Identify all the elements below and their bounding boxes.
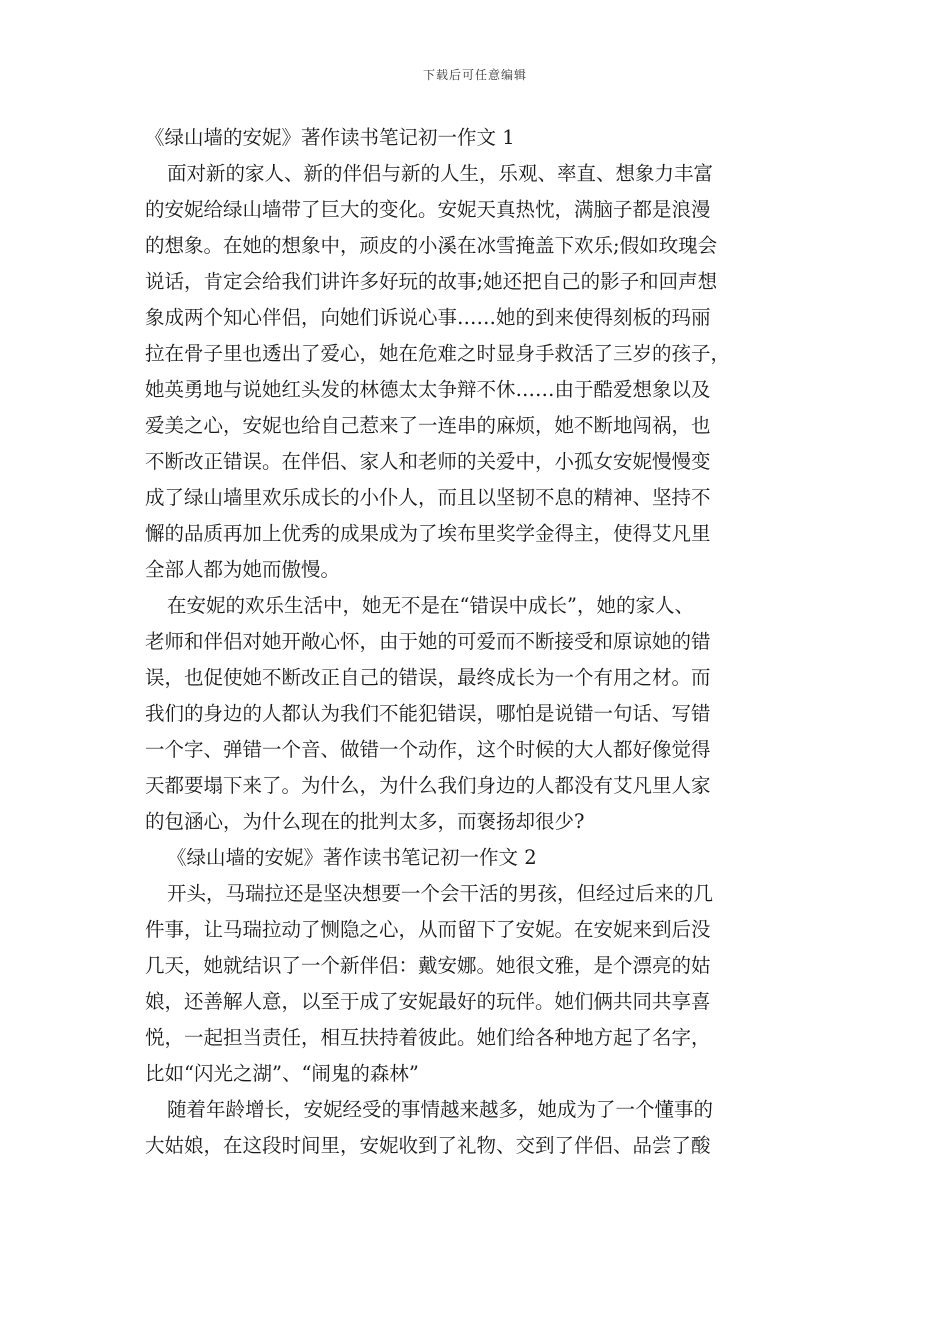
paragraph-line: 老师和伴侣对她开敞心怀，由于她的可爱而不断接受和原谅她的错: [145, 630, 711, 653]
page-header-note: 下载后可任意编辑: [422, 68, 527, 82]
paragraph-line: 悦，一起担当责任，相互扶持着彼此。她们给各种地方起了名字，: [145, 1026, 711, 1049]
paragraph-line: 我们的身边的人都认为我们不能犯错误，哪怕是说错一句话、写错: [145, 702, 711, 725]
paragraph-2: [145, 588, 810, 840]
paragraph-line: 开头，马瑞拉还是坚决想要一个会干活的男孩，但经过后来的几: [167, 882, 714, 905]
paragraph-line: 不断改正错误。在伴侣、家人和老师的关爱中，小孤女安妮慢慢变: [145, 450, 711, 473]
paragraph-line: 误，也促使她不断改正自己的错误，最终成长为一个有用之材。而: [145, 666, 711, 689]
paragraph-3: [145, 876, 810, 1092]
paragraph-line: 娘，还善解人意，以至于成了安妮最好的玩伴。她们俩共同共享喜: [145, 990, 711, 1013]
paragraph-line: 天都要塌下来了。为什么，为什么我们身边的人都没有艾凡里人家: [145, 774, 711, 797]
paragraph-line: 大姑娘，在这段时间里，安妮收到了礼物、交到了伴侣、品尝了酸: [145, 1134, 711, 1157]
paragraph-line: 的想象。在她的想象中，顽皮的小溪在冰雪掩盖下欢乐;假如玫瑰会: [145, 234, 718, 257]
paragraph-line: 一个字、弹错一个音、做错一个动作，这个时候的大人都好像觉得: [145, 738, 711, 761]
paragraph-line: 爱美之心，安妮也给自己惹来了一连串的麻烦，她不断地闯祸，也: [145, 414, 711, 437]
section-title-1: 《绿山墙的安妮》著作读书笔记初一作文 1: [145, 126, 515, 149]
paragraph-line: 象成两个知心伴侣，向她们诉说心事……她的到来使得刻板的玛丽: [145, 306, 711, 329]
paragraph-4: [145, 1092, 810, 1164]
paragraph-line: 随着年龄增长，安妮经受的事情越来越多，她成为了一个懂事的: [167, 1098, 714, 1121]
paragraph-line: 件事，让马瑞拉动了恻隐之心，从而留下了安妮。在安妮来到后没: [145, 918, 711, 941]
paragraph-line: 拉在骨子里也透出了爱心，她在危难之时显身手救活了三岁的孩子，: [145, 342, 731, 365]
paragraph-line: 的安妮给绿山墙带了巨大的变化。安妮天真热忱，满脑子都是浪漫: [145, 198, 711, 221]
paragraph-1: [145, 156, 810, 588]
paragraph-line: 说话，肯定会给我们讲许多好玩的故事;她还把自己的影子和回声想: [145, 270, 718, 293]
section-title-2: 《绿山墙的安妮》著作读书笔记初一作文 2: [167, 846, 537, 869]
paragraph-line: 全部人都为她而傲慢。: [145, 558, 341, 581]
paragraph-line: 的包涵心，为什么现在的批判太多，而褒扬却很少?: [145, 810, 585, 833]
paragraph-line: 面对新的家人、新的伴侣与新的人生，乐观、率直、想象力丰富: [167, 162, 714, 185]
paragraph-line: 懈的品质再加上优秀的成果成为了埃布里奖学金得主，使得艾凡里: [145, 522, 711, 545]
paragraph-line: 几天，她就结识了一个新伴侣：戴安娜。她很文雅，是个漂亮的姑: [145, 954, 711, 977]
document-body: [145, 120, 810, 1164]
paragraph-line: 比如“闪光之湖”、“闹鬼的森林”: [145, 1062, 419, 1085]
paragraph-line: 她英勇地与说她红头发的林德太太争辩不休……由于酷爱想象以及: [145, 378, 711, 401]
paragraph-line: 在安妮的欢乐生活中，她无不是在“错误中成长”，她的家人、: [167, 594, 694, 617]
paragraph-line: 成了绿山墙里欢乐成长的小仆人，而且以坚韧不息的精神、坚持不: [145, 486, 711, 509]
